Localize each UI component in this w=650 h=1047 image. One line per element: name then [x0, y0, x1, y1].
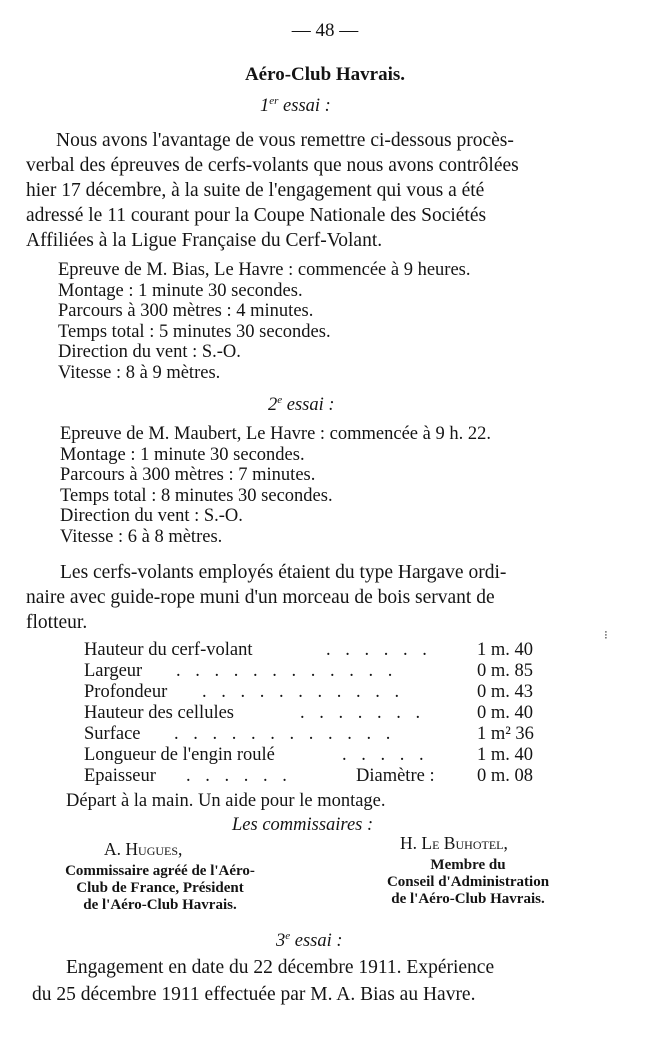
- essai-1-results: [58, 260, 470, 383]
- spec-row: [84, 745, 584, 766]
- signatory-right-particle: e: [432, 833, 440, 853]
- signatory-left-name: [104, 839, 182, 860]
- signatory-right-name: [400, 833, 508, 854]
- spec-value: 0 m. 43: [477, 682, 534, 702]
- signatory-left-title-line: Club de France, Président: [76, 880, 244, 896]
- signatory-right-title-line: Membre du: [430, 857, 506, 873]
- signatory-right-title-line: de l'Aéro-Club Havrais.: [391, 891, 545, 907]
- result-line: Direction du vent : S.-O.: [58, 342, 241, 362]
- spec-label: Largeur: [84, 661, 143, 681]
- commissaires-label: Les commissaires :: [232, 815, 374, 835]
- depart-line: Départ à la main. Un aide pour le montage.: [66, 791, 386, 811]
- page-number: — 48 —: [291, 20, 359, 41]
- spec-row: [84, 661, 584, 682]
- essai-2-number: 2: [268, 395, 278, 416]
- signatory-right-initial: H. L: [400, 833, 433, 853]
- intro-line: adressé le 11 courant pour la Coupe Nationale des Sociétés: [26, 205, 487, 226]
- signatory-left-title-line: de l'Aéro-Club Havrais.: [83, 897, 237, 913]
- spec-diameter-label: Diamètre :: [356, 766, 435, 786]
- essai-1-sup: er: [269, 95, 279, 107]
- intro-line: verbal des épreuves de cerfs-volants que nous avons contrôlées: [26, 155, 519, 176]
- spec-row: [84, 766, 584, 787]
- signatory-left-title-line: Commissaire agréé de l'Aéro-: [65, 863, 255, 879]
- intro-paragraph: [26, 128, 519, 253]
- essai-3-label: essai :: [290, 931, 343, 952]
- spec-value: 1 m. 40: [477, 745, 534, 765]
- result-line: Montage : 1 minute 30 secondes.: [58, 280, 303, 301]
- signatory-left-initial: A. H: [104, 839, 139, 859]
- spec-dots: . . . . . . .: [300, 703, 426, 723]
- spec-value: 1 m. 40: [477, 640, 534, 660]
- essai-1-heading: [260, 95, 331, 117]
- result-line: Vitesse : 8 à 9 mètres.: [58, 362, 221, 383]
- spec-dots: . . . . .: [342, 745, 429, 765]
- signatory-right-title: [348, 857, 588, 908]
- essai-3-number: 3: [276, 931, 286, 952]
- final-line: Engagement en date du 22 décembre 1911. Expérience: [66, 957, 495, 978]
- spec-row: [84, 682, 584, 703]
- signatory-right-surname: uhotel,: [455, 833, 508, 853]
- signatory-right-title-line: Conseil d'Administration: [386, 874, 550, 890]
- essai-1-label: essai :: [278, 96, 331, 117]
- spec-label: Epaisseur: [84, 766, 156, 786]
- intro-line: hier 17 décembre, à la suite de l'engagement qui vous a été: [26, 180, 485, 201]
- essai-2-label: essai :: [282, 395, 335, 416]
- margin-mark: ⁝: [604, 628, 608, 642]
- result-line: Direction du vent : S.-O.: [60, 506, 243, 526]
- spec-row: [84, 640, 584, 661]
- kites-line: naire avec guide-rope muni d'un morceau de bois servant de: [26, 587, 495, 608]
- spec-label: Hauteur des cellules: [84, 703, 234, 723]
- kites-line: flotteur.: [26, 612, 88, 633]
- section-title: Aéro-Club Havrais.: [244, 64, 406, 85]
- result-line: Parcours à 300 mètres : 7 minutes.: [60, 465, 316, 485]
- spec-row: [84, 703, 584, 724]
- spec-row: [84, 724, 584, 745]
- result-line: Temps total : 8 minutes 30 secondes.: [60, 485, 333, 506]
- kite-specs: [84, 640, 584, 787]
- essai-1-number: 1: [260, 96, 270, 117]
- spec-value: 0 m. 85: [477, 661, 534, 681]
- spec-value: 1 m² 36: [477, 724, 534, 744]
- spec-dots: . . . . . .: [326, 640, 432, 660]
- spec-label: Hauteur du cerf-volant: [84, 640, 253, 660]
- essai-2-heading: [268, 394, 335, 416]
- spec-dots: . . . . . .: [186, 766, 292, 786]
- essai-2-sup: e: [277, 394, 283, 406]
- spec-label: Longueur de l'engin roulé: [84, 745, 275, 765]
- result-line: Montage : 1 minute 30 secondes.: [60, 444, 305, 465]
- essai-3-heading: [276, 930, 343, 952]
- signatory-left-title: [30, 863, 290, 914]
- essai-2-results: [60, 424, 491, 547]
- spec-dots: . . . . . . . . . . . .: [176, 661, 398, 681]
- signatory-left-surname: ugues,: [138, 839, 183, 859]
- intro-line: Nous avons l'avantage de vous remettre ci-dessous procès-: [56, 130, 514, 151]
- result-line: Parcours à 300 mètres : 4 minutes.: [58, 301, 314, 321]
- final-line: du 25 décembre 1911 effectuée par M. A. Bias au Havre.: [32, 984, 476, 1005]
- kites-line: Les cerfs-volants employés étaient du type Hargave ordi-: [60, 562, 507, 583]
- spec-value: 0 m. 08: [477, 766, 534, 786]
- intro-line: Affiliées à la Ligue Française du Cerf-Volant.: [26, 230, 383, 251]
- essai-3-paragraph: [32, 954, 494, 1008]
- result-line: Epreuve de M. Bias, Le Havre : commencée à 9 heures.: [58, 260, 471, 280]
- kites-paragraph: [26, 560, 506, 635]
- spec-label: Surface: [84, 724, 141, 744]
- signatory-right-surname-initial: B: [439, 833, 456, 853]
- spec-label: Profondeur: [84, 682, 168, 702]
- spec-dots: . . . . . . . . . . .: [202, 682, 405, 702]
- result-line: Epreuve de M. Maubert, Le Havre : commencée à 9 h. 22.: [60, 424, 491, 444]
- spec-value: 0 m. 40: [477, 703, 534, 723]
- result-line: Temps total : 5 minutes 30 secondes.: [58, 321, 331, 342]
- essai-3-sup: e: [285, 930, 291, 942]
- result-line: Vitesse : 6 à 8 mètres.: [60, 526, 223, 547]
- spec-dots: . . . . . . . . . . . .: [174, 724, 396, 744]
